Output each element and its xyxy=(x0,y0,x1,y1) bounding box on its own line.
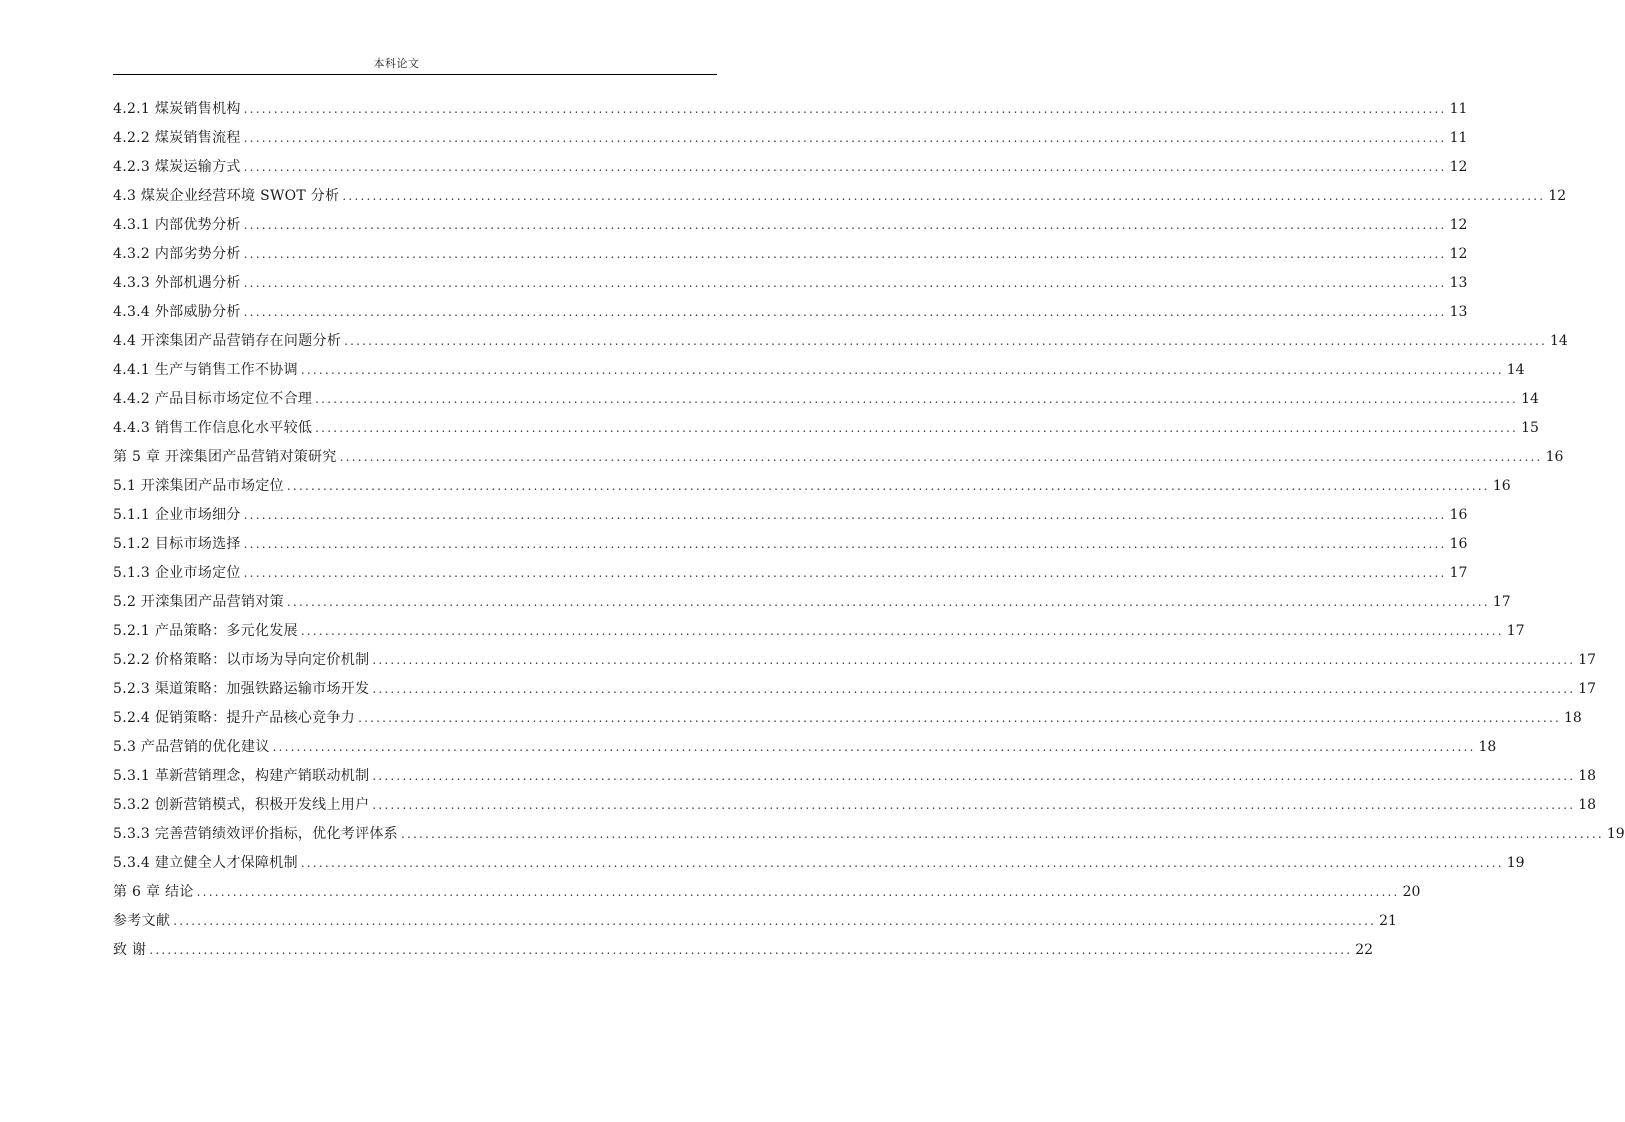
toc-entry[interactable] xyxy=(113,646,1597,675)
toc-entry[interactable] xyxy=(113,791,1597,820)
toc-dot-leader: ........................................................................................................................................................................................................ xyxy=(243,566,1447,580)
toc-entry[interactable] xyxy=(113,762,1597,791)
toc-entry[interactable] xyxy=(113,530,1468,559)
toc-dot-leader: ........................................................................................................................................................................................................ xyxy=(243,247,1447,261)
toc-entry[interactable] xyxy=(113,849,1525,878)
toc-entry-label: 5.2.4 促销策略：提升产品核心竞争力 xyxy=(113,710,356,726)
toc-dot-leader: ........................................................................................................................................................................................................ xyxy=(286,479,1490,493)
toc-page-number: 20 xyxy=(1402,884,1421,900)
toc-dot-leader: ........................................................................................................................................................................................................ xyxy=(300,624,1504,638)
table-of-contents xyxy=(113,95,1625,965)
toc-entry[interactable] xyxy=(113,298,1468,327)
toc-page-number: 14 xyxy=(1550,333,1568,349)
toc-entry-label: 4.4.3 销售工作信息化水平较低 xyxy=(113,420,313,436)
toc-dot-leader: ........................................................................................................................................................................................................ xyxy=(344,334,1548,348)
toc-entry[interactable] xyxy=(113,182,1567,211)
toc-entry-label: 4.3.1 内部优势分析 xyxy=(113,217,241,233)
toc-entry[interactable] xyxy=(113,327,1568,356)
toc-page-number: 18 xyxy=(1478,739,1497,755)
toc-entry[interactable] xyxy=(113,95,1468,124)
toc-page-number: 11 xyxy=(1449,130,1468,146)
toc-entry-label: 5.3.1 革新营销理念，构建产销联动机制 xyxy=(113,768,370,784)
toc-page-number: 16 xyxy=(1492,478,1511,494)
toc-page-number: 17 xyxy=(1506,623,1525,639)
toc-entry-label: 4.3 煤炭企业经营环境 SWOT 分析 xyxy=(113,188,340,204)
toc-entry[interactable] xyxy=(113,501,1468,530)
toc-dot-leader: ........................................................................................................................................................................................................ xyxy=(358,711,1561,725)
toc-entry[interactable] xyxy=(113,211,1468,240)
toc-entry-label: 4.4.1 生产与销售工作不协调 xyxy=(113,362,298,378)
toc-page-number: 18 xyxy=(1578,768,1597,784)
toc-dot-leader: ........................................................................................................................................................................................................ xyxy=(149,943,1353,957)
toc-page-number: 18 xyxy=(1578,797,1597,813)
toc-entry-label: 5.2.1 产品策略：多元化发展 xyxy=(113,623,298,639)
toc-page-number: 21 xyxy=(1379,913,1397,929)
toc-entry-label: 致 谢 xyxy=(113,942,147,958)
toc-page-number: 22 xyxy=(1355,942,1374,958)
toc-dot-leader: ........................................................................................................................................................................................................ xyxy=(196,885,1400,899)
toc-dot-leader: ........................................................................................................................................................................................................ xyxy=(372,653,1576,667)
toc-page-number: 13 xyxy=(1449,275,1468,291)
toc-entry-label: 5.2 开滦集团产品营销对策 xyxy=(113,594,284,610)
toc-dot-leader: ........................................................................................................................................................................................................ xyxy=(315,392,1519,406)
toc-page-number: 14 xyxy=(1521,391,1539,407)
toc-entry[interactable] xyxy=(113,907,1397,936)
toc-page-number: 17 xyxy=(1449,565,1468,581)
toc-entry-label: 5.1.1 企业市场细分 xyxy=(113,507,241,523)
toc-dot-leader: ........................................................................................................................................................................................................ xyxy=(243,131,1447,145)
toc-dot-leader: ........................................................................................................................................................................................................ xyxy=(342,189,1546,203)
toc-page-number: 19 xyxy=(1606,826,1625,842)
toc-dot-leader: ........................................................................................................................................................................................................ xyxy=(372,682,1576,696)
running-header: 本科论文 xyxy=(373,57,420,70)
toc-entry[interactable] xyxy=(113,472,1511,501)
toc-entry[interactable] xyxy=(113,936,1374,965)
toc-entry[interactable] xyxy=(113,704,1582,733)
toc-entry-label: 4.2.1 煤炭销售机构 xyxy=(113,101,241,117)
toc-entry-label: 5.3.4 建立健全人才保障机制 xyxy=(113,855,298,871)
toc-page-number: 12 xyxy=(1449,159,1468,175)
toc-dot-leader: ........................................................................................................................................................................................................ xyxy=(272,740,1476,754)
toc-page-number: 13 xyxy=(1449,304,1468,320)
toc-dot-leader: ........................................................................................................................................................................................................ xyxy=(372,769,1576,783)
toc-entry-label: 4.3.4 外部威胁分析 xyxy=(113,304,241,320)
toc-page-number: 17 xyxy=(1578,652,1597,668)
toc-entry-label: 4.3.3 外部机遇分析 xyxy=(113,275,241,291)
toc-page-number: 12 xyxy=(1449,217,1468,233)
toc-entry-label: 第 5 章 开滦集团产品营销对策研究 xyxy=(113,449,337,465)
toc-dot-leader: ........................................................................................................................................................................................................ xyxy=(173,914,1377,928)
toc-entry-label: 4.2.2 煤炭销售流程 xyxy=(113,130,241,146)
toc-dot-leader: ........................................................................................................................................................................................................ xyxy=(286,595,1490,609)
toc-page-number: 18 xyxy=(1563,710,1582,726)
toc-entry[interactable] xyxy=(113,675,1597,704)
toc-page-number: 19 xyxy=(1506,855,1525,871)
toc-page-number: 15 xyxy=(1521,420,1539,436)
toc-dot-leader: ........................................................................................................................................................................................................ xyxy=(243,305,1447,319)
toc-entry[interactable] xyxy=(113,878,1421,907)
toc-dot-leader: ........................................................................................................................................................................................................ xyxy=(400,827,1604,841)
toc-entry[interactable] xyxy=(113,820,1625,849)
toc-entry[interactable] xyxy=(113,443,1564,472)
toc-entry-label: 5.2.3 渠道策略：加强铁路运输市场开发 xyxy=(113,681,370,697)
toc-entry-label: 5.3.3 完善营销绩效评价指标，优化考评体系 xyxy=(113,826,398,842)
toc-page-number: 17 xyxy=(1492,594,1511,610)
toc-entry-label: 4.3.2 内部劣势分析 xyxy=(113,246,241,262)
toc-entry-label: 5.2.2 价格策略：以市场为导向定价机制 xyxy=(113,652,370,668)
toc-page-number: 14 xyxy=(1506,362,1525,378)
toc-entry-label: 5.3.2 创新营销模式，积极开发线上用户 xyxy=(113,797,370,813)
toc-entry-label: 第 6 章 结论 xyxy=(113,884,194,900)
toc-entry[interactable] xyxy=(113,124,1468,153)
toc-dot-leader: ........................................................................................................................................................................................................ xyxy=(315,421,1519,435)
toc-page-number: 16 xyxy=(1545,449,1564,465)
toc-entry-label: 5.1 开滦集团产品市场定位 xyxy=(113,478,284,494)
toc-dot-leader: ........................................................................................................................................................................................................ xyxy=(372,798,1576,812)
toc-entry[interactable] xyxy=(113,153,1468,182)
toc-entry[interactable] xyxy=(113,356,1525,385)
toc-entry[interactable] xyxy=(113,240,1468,269)
header-rule xyxy=(113,74,717,75)
toc-page-number: 16 xyxy=(1449,507,1468,523)
toc-dot-leader: ........................................................................................................................................................................................................ xyxy=(339,450,1543,464)
toc-dot-leader: ........................................................................................................................................................................................................ xyxy=(300,856,1504,870)
toc-page-number: 11 xyxy=(1449,101,1468,117)
toc-page-number: 17 xyxy=(1578,681,1597,697)
toc-page-number: 12 xyxy=(1548,188,1567,204)
toc-entry[interactable] xyxy=(113,269,1468,298)
toc-dot-leader: ........................................................................................................................................................................................................ xyxy=(243,508,1447,522)
toc-dot-leader: ........................................................................................................................................................................................................ xyxy=(300,363,1504,377)
toc-entry[interactable] xyxy=(113,414,1539,443)
toc-entry[interactable] xyxy=(113,559,1468,588)
toc-entry[interactable] xyxy=(113,385,1539,414)
toc-entry[interactable] xyxy=(113,733,1497,762)
toc-entry-label: 参考文献 xyxy=(113,913,171,929)
toc-entry-label: 5.1.3 企业市场定位 xyxy=(113,565,241,581)
toc-dot-leader: ........................................................................................................................................................................................................ xyxy=(243,218,1447,232)
toc-entry-label: 5.3 产品营销的优化建议 xyxy=(113,739,270,755)
toc-entry-label: 4.2.3 煤炭运输方式 xyxy=(113,159,241,175)
toc-entry[interactable] xyxy=(113,617,1525,646)
toc-entry-label: 5.1.2 目标市场选择 xyxy=(113,536,241,552)
toc-page-number: 16 xyxy=(1449,536,1468,552)
toc-entry-label: 4.4 开滦集团产品营销存在问题分析 xyxy=(113,333,342,349)
toc-dot-leader: ........................................................................................................................................................................................................ xyxy=(243,537,1447,551)
toc-page-number: 12 xyxy=(1449,246,1468,262)
toc-dot-leader: ........................................................................................................................................................................................................ xyxy=(243,276,1447,290)
toc-entry-label: 4.4.2 产品目标市场定位不合理 xyxy=(113,391,313,407)
toc-dot-leader: ........................................................................................................................................................................................................ xyxy=(243,160,1447,174)
toc-dot-leader: ........................................................................................................................................................................................................ xyxy=(243,102,1447,116)
toc-entry[interactable] xyxy=(113,588,1511,617)
